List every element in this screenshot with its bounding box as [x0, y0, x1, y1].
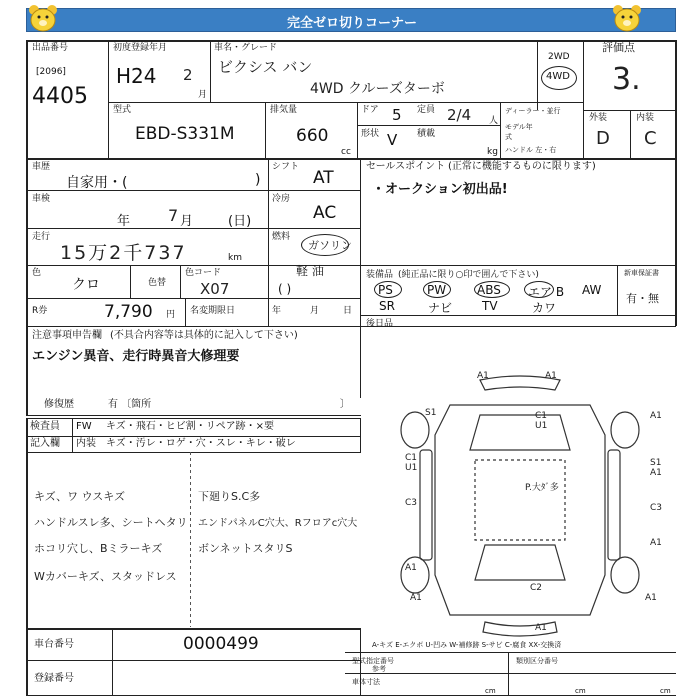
ext-label: 外装 [589, 113, 608, 123]
sales-note: (正常に機能するものに限ります) [448, 161, 596, 172]
reg-year: H24 [116, 64, 157, 88]
notes-label: 注意事項申告欄 [32, 330, 102, 341]
svg-text:A1: A1 [645, 593, 657, 603]
svg-text:S1: S1 [650, 458, 662, 468]
inspection-day: (日) [228, 214, 252, 229]
handnote-right-1: 下廻りS.C多 [198, 490, 261, 503]
notes-note: (不具合内容等は具体的に記入して下さい) [110, 330, 298, 341]
inspection-month: 月 [180, 214, 194, 229]
checker-int-items: キズ・汚レ・ロゲ・穴・スレ・キレ・破レ [106, 438, 296, 449]
svg-text:A1: A1 [545, 371, 557, 381]
handnote-left-4: Wカバーキズ、スタッドレス [34, 570, 177, 583]
cap-value: 2/4 [447, 106, 472, 124]
load-unit: kg [487, 147, 498, 157]
svg-text:A1: A1 [650, 468, 662, 478]
aircon-label: 冷房 [272, 194, 291, 204]
recycle-value: 7,790 [104, 302, 153, 322]
handnote-right-3: ボンネットスタリS [198, 542, 293, 555]
lot-number: 4405 [32, 84, 88, 109]
svg-text:A1: A1 [477, 371, 489, 381]
equip-note: (純正品に限り○印で囲んで下さい) [398, 270, 539, 280]
banner-title: 完全ゼロ切りコーナー [286, 16, 417, 31]
handnote-left-2: ハンドルスレ多、シートヘタリ [34, 516, 188, 529]
tc-month: 月 [310, 306, 320, 316]
handnote-left-3: ホコリ穴し、Bミラーキズ [34, 542, 163, 555]
history-label: 車歴 [32, 162, 51, 172]
tc-year: 年 [272, 306, 282, 316]
mileage-value: 15万2千737 [60, 242, 187, 264]
car-label: 車名・グレード [214, 43, 278, 53]
svg-text:A1: A1 [650, 538, 662, 548]
notes-text: エンジン異音、走行時異音大修理要 [32, 349, 240, 364]
equip-abs: ABS [477, 283, 501, 297]
int-label: 内装 [636, 113, 655, 123]
dealer-model-year: モデル年式 [505, 123, 533, 141]
checker-label1: 検査員 [30, 421, 60, 432]
handnote-left-1: キズ、ワ ウスキズ [34, 490, 126, 503]
svg-text:U1: U1 [535, 421, 548, 431]
checker-ext-items: キズ・飛石・ヒビ割・リペア跡・×要 [106, 421, 274, 432]
shape-value: V [387, 131, 398, 149]
reg-month-unit: 月 [198, 90, 208, 100]
disp-unit: cc [341, 147, 351, 157]
bear-mascot-icon [28, 4, 58, 32]
inspection-month-value: 7 [168, 206, 179, 225]
diagram-legend: A-キズ E-エクボ U-凹み W-補修跡 S-サビ C-腐食 XX-交換済 [372, 641, 562, 649]
repair-value: 有 〔箇所 [108, 399, 152, 410]
model-value: EBD-S331M [135, 124, 235, 144]
plate-label: 登録番号 [34, 673, 74, 684]
model-spec-ref: 参考 [372, 665, 386, 673]
title-change-label: 名変期限日 [190, 306, 236, 316]
repair-close: 〕 [340, 399, 350, 410]
sales-label: セールスポイント [366, 161, 446, 172]
svg-text:C1: C1 [405, 453, 418, 463]
doors-label: ドア [361, 105, 379, 115]
checker-ext: FW [76, 421, 92, 432]
car-grade: 4WD クルーズターボ [310, 81, 445, 97]
doors-value: 5 [392, 106, 402, 124]
drive-value: 4WD [546, 71, 570, 82]
lot-sub: [2096] [36, 67, 66, 77]
header-banner [26, 8, 676, 32]
recycle-unit: 円 [166, 310, 176, 320]
cap-label: 定員 [417, 105, 436, 115]
drive-label: 2WD [548, 52, 570, 62]
reg-month: 2 [183, 66, 193, 84]
svg-text:C1: C1 [535, 411, 548, 421]
svg-text:A1: A1 [535, 623, 547, 633]
svg-text:C3: C3 [650, 503, 663, 513]
rear-label: 後日品 [366, 319, 394, 329]
ext-grade: D [596, 128, 610, 149]
mileage-label: 走行 [32, 232, 51, 242]
equip-aw: AW [582, 283, 602, 297]
equip-label: 装備品 [366, 270, 394, 280]
handnote-right-2: エンドパネルC穴大、Rフロアc穴大 [198, 518, 358, 529]
color-label: 色 [32, 268, 42, 278]
model-label: 型式 [113, 105, 132, 115]
sales-point: ・オークション初出品! [372, 182, 508, 197]
equip-ps: PS [378, 283, 393, 297]
color-value: クロ [72, 277, 100, 293]
int-grade: C [644, 128, 657, 149]
lot-label: 出品番号 [32, 43, 69, 53]
shift-label: シフト [272, 162, 300, 172]
equip-navi: ナビ [428, 301, 453, 315]
checker-label2: 記入欄 [30, 438, 60, 449]
disp-label: 排気量 [270, 105, 298, 115]
load-label: 積載 [417, 129, 436, 139]
equip-sr: SR [379, 299, 395, 313]
model-spec-label: 型式指定番号 [352, 657, 394, 665]
svg-text:P.大ﾀﾞ多: P.大ﾀﾞ多 [525, 483, 559, 493]
fuel-label: 燃料 [272, 232, 291, 242]
score-label: 評価点 [602, 41, 635, 54]
fuel-value: ガソリン [308, 239, 352, 252]
history-value: 自家用・( [66, 175, 128, 191]
mileage-unit: km [228, 253, 242, 263]
color-tone-label: 色替 [148, 278, 167, 288]
tc-day: 日 [343, 306, 353, 316]
warranty-value: 有・無 [626, 292, 659, 305]
dealer-handle: ハンドル 左・右 [505, 146, 557, 154]
cap-unit: 人 [489, 116, 499, 126]
svg-text:A1: A1 [410, 593, 422, 603]
warranty-label: 新車保証書 [624, 269, 659, 277]
checker-int: 内装 [76, 438, 96, 449]
color-code-label: 色コード [185, 268, 222, 278]
svg-text:U1: U1 [405, 463, 418, 473]
damage-diagram [365, 360, 675, 645]
svg-text:A1: A1 [650, 411, 662, 421]
equip-tv: TV [482, 299, 498, 313]
fuel-alt: 軽 油 [296, 264, 324, 278]
chassis-label: 車台番号 [34, 639, 74, 650]
dims-label: 車体寸法 [352, 678, 380, 686]
shift-value: AT [313, 168, 334, 188]
svg-text:S1: S1 [425, 408, 437, 418]
bear-mascot-icon [612, 4, 642, 32]
equip-pw: PW [427, 283, 447, 297]
aircon-value: AC [313, 203, 337, 223]
svg-text:A1: A1 [405, 563, 417, 573]
inspection-label: 車検 [32, 194, 51, 204]
recycle-label: R券 [32, 306, 48, 316]
class-label: 類別区分番号 [516, 657, 558, 665]
shape-label: 形状 [361, 129, 380, 139]
fuel-paren: ( ) [278, 282, 292, 296]
car-name: ビクシス バン [218, 58, 313, 76]
chassis-value: 0000499 [183, 634, 259, 654]
equip-leather: カワ [532, 301, 557, 315]
history-close: ) [255, 172, 261, 188]
equip-air: エア B [528, 285, 565, 299]
svg-text:C3: C3 [405, 498, 418, 508]
disp-value: 660 [296, 126, 329, 146]
dims-cm-3: cm [660, 687, 671, 695]
repair-label: 修復歴 [44, 399, 74, 410]
dims-cm-2: cm [575, 687, 586, 695]
inspection-year: 年 [117, 214, 131, 229]
dealer-label: ディーラー・並行 [505, 107, 561, 115]
color-code: X07 [200, 280, 230, 298]
svg-text:C2: C2 [530, 583, 543, 593]
score-value: 3. [612, 62, 641, 97]
dims-cm-1: cm [485, 687, 496, 695]
reg-label: 初度登録年月 [113, 43, 168, 53]
